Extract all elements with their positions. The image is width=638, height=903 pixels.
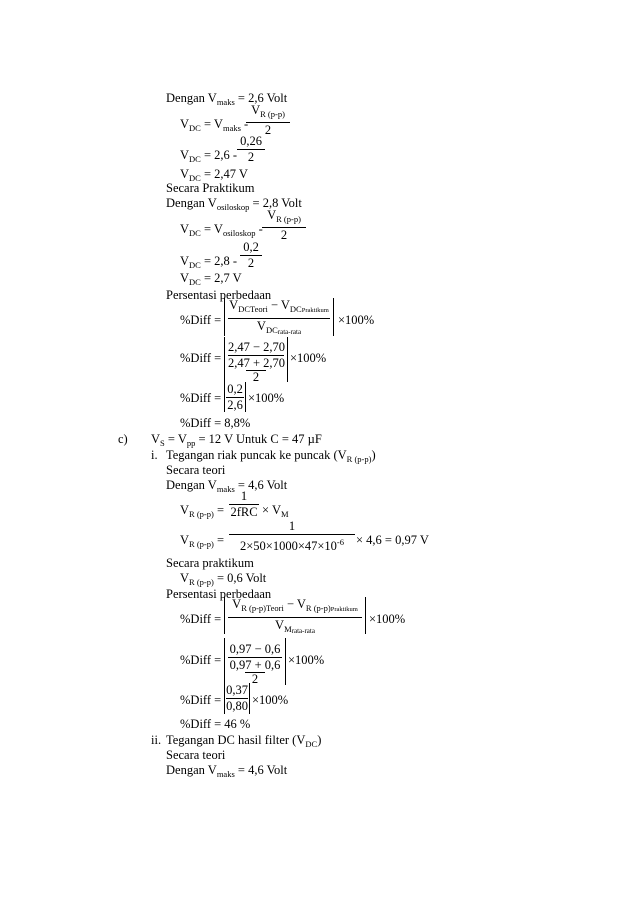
vr-big-result: × 4,6 = 0,97 V: [356, 533, 429, 547]
vr-big-fraction: 1 $2\times 50\times 1000\times 47\times 10^{-6}$: [229, 520, 355, 553]
vr-half-fraction-2: $V_{R (p-p)}$ 2: [262, 209, 306, 242]
vr-substitution: $V_{R (p-p)}$ =: [180, 533, 225, 549]
diff-label-1: %Diff =: [180, 313, 222, 327]
item-ii-label: ii.: [151, 733, 162, 747]
diff-fraction-3: 0,2 2,6: [227, 382, 243, 412]
fraction-02: 0,2 2: [240, 241, 262, 270]
fraction-026: 0,26 2: [237, 135, 265, 164]
times100-c1: ×100%: [369, 612, 406, 626]
secara-teori-ii: Secara teori: [166, 748, 226, 762]
persentasi-label-c: Persentasi perbedaan: [166, 587, 272, 601]
item-i-title: Tegangan riak puncak ke puncak $(V_{R (p-p)})$: [166, 448, 376, 464]
times100-c3: ×100%: [252, 693, 289, 707]
vr-half-fraction: $V_{R (p-p)}$ 2: [246, 104, 290, 137]
vdc-substitution: $V_{DC} = 2,6$ -: [180, 148, 238, 164]
vr-praktikum: $V_{R (p-p)} = 0,6$ Volt: [180, 571, 267, 587]
secara-praktikum: Secara Praktikum: [166, 181, 255, 195]
diff-fraction-2: 2,47 − 2,70 2,47 + 2,70 2: [228, 340, 286, 384]
diff-result-b: %Diff = 8,8%: [180, 416, 251, 430]
part-c-label: c): [118, 432, 128, 446]
persentasi-label: Persentasi perbedaan: [166, 288, 272, 302]
diff-result-c: %Diff = 46 %: [180, 717, 251, 731]
diff-label-c1: %Diff =: [180, 612, 222, 626]
times-vm: × $V_M$: [262, 503, 289, 519]
osiloskop-line: Dengan $V_{osiloskop} = 2,8$ Volt: [166, 196, 302, 212]
times100-2: ×100%: [290, 351, 327, 365]
part-c-heading: $V_S = V_{pp} = 12$ V Untuk C = 47 µF: [151, 432, 322, 448]
vr-fraction: 1 2fRC: [230, 489, 258, 519]
vdc-result: $V_{DC} = 2,47$ V: [180, 167, 248, 183]
diff-label-2: %Diff =: [180, 351, 222, 365]
times100-3: ×100%: [248, 391, 285, 405]
times100-c2: ×100%: [288, 653, 325, 667]
diff-label-c2: %Diff =: [180, 653, 222, 667]
secara-teori: Secara teori: [166, 463, 226, 477]
item-i-label: i.: [151, 448, 158, 462]
diff-label-c3: %Diff =: [180, 693, 222, 707]
times100-1: ×100%: [338, 313, 375, 327]
vdc-osk-substitution: $V_{DC} = 2,8$ -: [180, 254, 238, 270]
vdc-result-2: $V_{DC} = 2,7$ V: [180, 271, 242, 287]
diff-label-3: %Diff =: [180, 391, 222, 405]
vr-formula: $V_{R (p-p)}$ =: [180, 503, 225, 519]
diff-fraction-c3: 0,37 0,80: [226, 683, 248, 713]
diff-fraction-c1: $V_{R (p-p)Teori} - V_{R (p-p)Praktikum}$ $V_{Mrata-rata}$: [228, 598, 362, 638]
vdc-osk-formula: $V_{DC} = V_{osiloskop}$ -: [180, 222, 263, 238]
vdc-formula: $V_{DC} = V_{maks}$ -: [180, 117, 249, 133]
diff-fraction-c2: 0,97 − 0,6 0,97 + 0,6 2: [229, 642, 281, 686]
vmaks-line-ii: Dengan $V_{maks} = 4,6$ Volt: [166, 763, 288, 779]
item-ii-title: Tegangan DC hasil filter $(V_{DC})$: [166, 733, 322, 749]
vmaks-line: Dengan $V_{maks} = 2,6$ Volt: [166, 91, 288, 107]
vmaks-line-c: Dengan $V_{maks} = 4,6$ Volt: [166, 478, 288, 494]
secara-praktikum-c: Secara praktikum: [166, 556, 254, 570]
diff-fraction-1: $V_{DCTeori} - V_{DCPraktikum}$ $V_{DCrata-rata}$: [229, 298, 329, 336]
